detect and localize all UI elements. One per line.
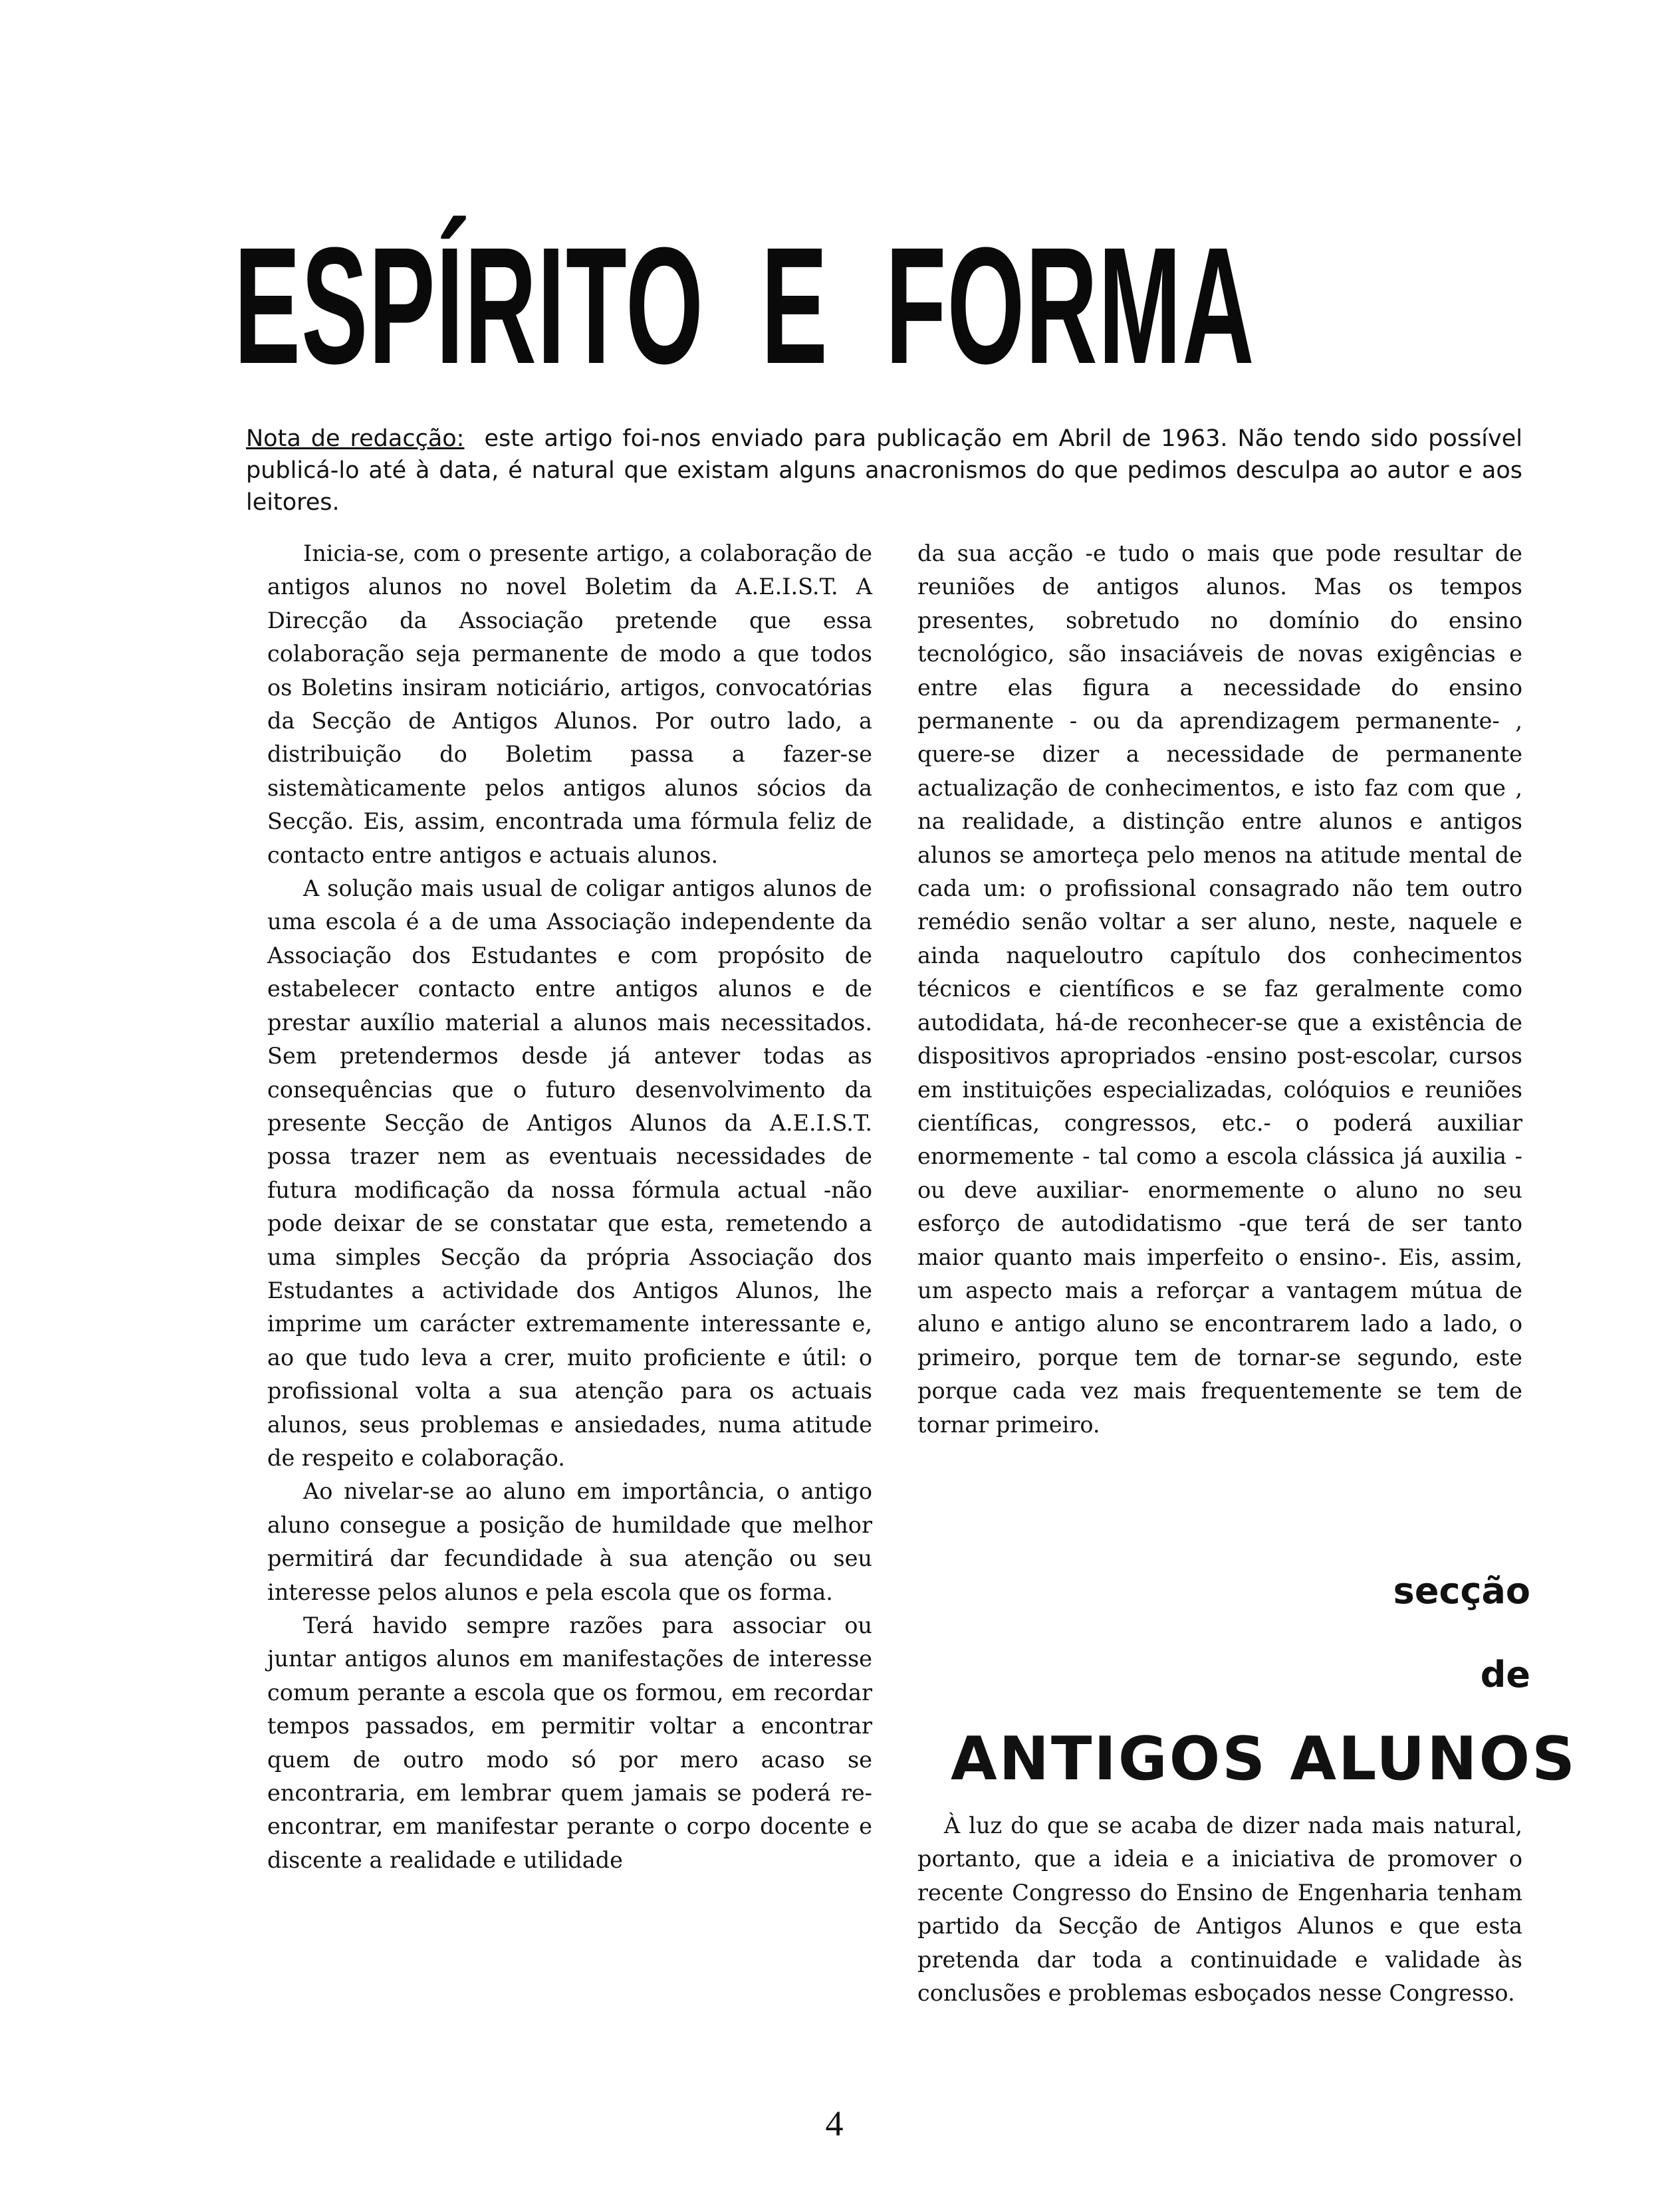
editorial-note-text: este artigo foi-nos enviado para publicação em Abril de 1963. Não tendo sido possível publicá-lo até à data, é natural que existam alguns anacronismos do que pedimos desculpa ao autor e aos leitores.: [246, 425, 1522, 516]
editorial-note-label: Nota de redacção:: [246, 425, 465, 452]
left-column: [267, 537, 872, 1877]
paragraph: Inicia-se, com o presente artigo, a colaboração de antigos alunos no novel Boletim da A.E.I.S.T. A Direcção da Associação pretende que essa colaboração seja permanente de modo a que todos os Boletins insiram noticiário, artigos, convocatórias da Secção de Antigos Alunos. Por outro lado, a distribuição do Boletim passa a fazer-se sistemàticamente pelos antigos alunos sócios da Secção. Eis, assim, encontrada uma fórmula feliz de contacto entre antigos e actuais alunos.: [267, 540, 872, 868]
right-column: [917, 537, 1522, 1442]
section-heading-seccao: secção: [1393, 1570, 1530, 1612]
paragraph: À luz do que se acaba de dizer nada mais natural, portanto, que a ideia e a iniciativa de promover o recente Congresso do Ensino de Engenharia tenham partido da Secção de Antigos Alunos e que esta pretenda dar toda a continuidade e validade às conclusões e problemas esboçados nesse Congresso.: [917, 1813, 1522, 2007]
section-column: [917, 1809, 1522, 2010]
article-title: ESPÍRITO E FORMA: [234, 213, 1255, 398]
page-number: 4: [825, 2104, 844, 2144]
paragraph: A solução mais usual de coligar antigos alunos de uma escola é a de uma Associação independente da Associação dos Estudantes e com propósito de estabelecer contacto entre antigos alunos e de prestar auxílio material a alunos mais necessitados. Sem pretendermos desde já antever todas as consequências que o futuro desenvolvimento da presente Secção de Antigos Alunos da A.E.I.S.T. possa trazer nem as eventuais necessidades de futura modificação da nossa fórmula actual -não pode deixar de se constatar que esta, remetendo a uma simples Secção da própria Associação dos Estudantes a actividade dos Antigos Alunos, lhe imprime um carácter extremamente interessante e, ao que tudo leva a crer, muito proficiente e útil: o profissional volta a sua atenção para os actuais alunos, seus problemas e ansiedades, numa atitude de respeito e colaboração.: [267, 875, 872, 1471]
section-heading-antigos-alunos: ANTIGOS ALUNOS: [951, 1724, 1577, 1794]
editorial-note: [246, 423, 1522, 518]
paragraph: Terá havido sempre razões para associar ou juntar antigos alunos em manifestações de interesse comum perante a escola que os formou, em recordar tempos passados, em permitir voltar a encontrar quem de outro modo só por mero acaso se encontraria, em lembrar quem jamais se poderá re-encontrar, em manifestar perante o corpo docente e discente a realidade e utilidade: [267, 1612, 872, 1873]
paragraph: Ao nivelar-se ao aluno em importância, o antigo aluno consegue a posição de humildade que melhor permitirá dar fecundidade à sua atenção ou seu interesse pelos alunos e pela escola que os forma.: [267, 1478, 872, 1605]
section-heading-de: de: [1480, 1654, 1530, 1696]
paragraph: da sua acção -e tudo o mais que pode resultar de reuniões de antigos alunos. Mas os tempos presentes, sobretudo no domínio do ensino tecnológico, são insaciáveis de novas exigências e entre elas figura a necessidade do ensino permanente - ou da aprendizagem permanente- , quere-se dizer a necessidade de permanente actualização de conhecimentos, e isto faz com que , na realidade, a distinção entre alunos e antigos alunos se amorteça pelo menos na atitude mental de cada um: o profissional consagrado não tem outro remédio senão voltar a ser aluno, neste, naquele e ainda naqueloutro capítulo dos conhecimentos técnicos e científicos e se faz geralmente como autodidata, há-de reconhecer-se que a existência de dispositivos apropriados -ensino post-escolar, cursos em instituições especializadas, colóquios e reuniões científicas, congressos, etc.- o poderá auxiliar enormemente - tal como a escola clássica já auxilia -ou deve auxiliar- enormemente o aluno no seu esforço de autodidatismo -que terá de ser tanto maior quanto mais imperfeito o ensino-. Eis, assim, um aspecto mais a reforçar a vantagem mútua de aluno e antigo aluno se encontrarem lado a lado, o primeiro, porque tem de tornar-se segundo, este porque cada vez mais frequentemente se tem de tornar primeiro.: [917, 540, 1522, 1438]
